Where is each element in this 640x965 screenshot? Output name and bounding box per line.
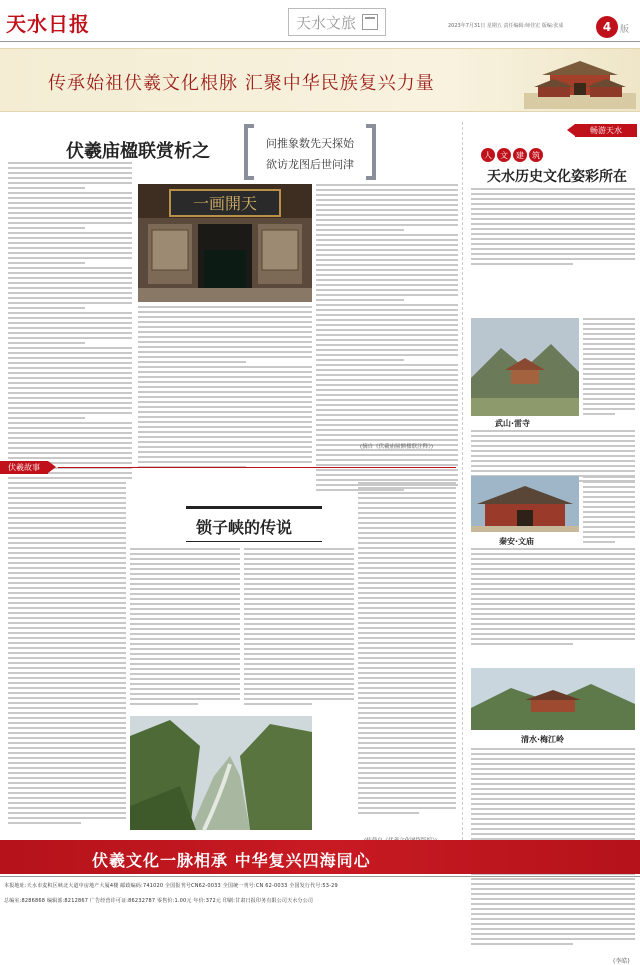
photo-label-qingshui: 清水·梅江岭 xyxy=(521,735,565,744)
imprint-line-1: 本报地址:天水市麦积区峡北大道中房地产大厦4楼 邮政编码:741020 全国报刊号CN62-0033 全国统一刊号:CN 62-0033 全国发行代号:53-29 xyxy=(4,883,338,889)
category-char: 建 xyxy=(513,148,527,162)
footer-banner xyxy=(0,840,640,874)
qinan-photo xyxy=(471,476,579,532)
page-number: 4 xyxy=(596,16,618,38)
story-title: 锁子峡的传说 xyxy=(196,518,293,537)
right-body-lower xyxy=(471,548,635,648)
lead-subtitle-box xyxy=(244,124,376,180)
right-title: 天水历史文化姿彩所在 xyxy=(487,169,627,185)
slogan-banner xyxy=(0,48,640,112)
lead-subtitle-2: 欲访龙图后世问津 xyxy=(266,158,354,171)
lead-subtitle-1: 问推象数先天探始 xyxy=(266,137,354,150)
right-body-intro xyxy=(471,188,635,268)
story-col-3 xyxy=(244,548,354,708)
lead-body-col-3 xyxy=(316,184,458,442)
photo-label-qinan: 秦安·文庙 xyxy=(499,537,535,546)
section-header xyxy=(288,8,386,36)
imprint xyxy=(0,876,640,918)
right-column xyxy=(462,122,640,965)
section-title: 天水文旅 xyxy=(295,13,356,32)
right-body-qinan xyxy=(583,476,635,546)
lead-credit: (摘自《伏羲庙匾额楹联注释》) xyxy=(360,444,434,450)
valley-photo xyxy=(130,716,312,830)
house-icon xyxy=(362,14,378,30)
page-suffix: 版 xyxy=(620,25,630,35)
photo-label-wushan: 武山·雷寺 xyxy=(495,419,531,428)
section-tag: 畅游天水 xyxy=(575,124,637,137)
masthead xyxy=(0,0,640,42)
story-tag: 伏羲故事 xyxy=(0,461,48,474)
story-col-1 xyxy=(8,482,126,827)
lead-title: 伏羲庙楹联赏析之 xyxy=(66,141,210,162)
story-col-4 xyxy=(358,482,456,817)
category-char: 人 xyxy=(481,148,495,162)
category-char: 筑 xyxy=(529,148,543,162)
story-title-box xyxy=(186,506,322,542)
qingshui-photo xyxy=(471,668,635,730)
plaque-text: 一画開天 xyxy=(192,194,258,213)
banner-slogan: 传承始祖伏羲文化根脉 汇聚中华民族复兴力量 xyxy=(48,73,435,94)
category-circles xyxy=(481,148,543,162)
wushan-photo xyxy=(471,318,579,416)
temple-illustration xyxy=(524,53,636,109)
newspaper-logo: 天水日报 xyxy=(6,12,90,36)
right-credit: (李皓) xyxy=(613,958,630,965)
story-col-2 xyxy=(130,548,240,708)
lead-body-col-2 xyxy=(138,306,312,442)
imprint-line-2: 总编室:8286868 编辑部:8212867 广告经营许可证:86232787 零售价:1.00元 年价:372元 印刷:甘肃日报印务有限公司天水分公司 xyxy=(4,898,314,904)
category-char: 文 xyxy=(497,148,511,162)
dateline: 2023年7月31日 星期五 责任编辑:师佳宏 版编:张成 xyxy=(448,23,564,29)
footer-slogan: 伏羲文化一脉相承 中华复兴四海同心 xyxy=(92,851,371,870)
lead-body-col-1 xyxy=(8,162,132,454)
right-body-wushan xyxy=(583,318,635,418)
temple-photo xyxy=(138,184,312,302)
